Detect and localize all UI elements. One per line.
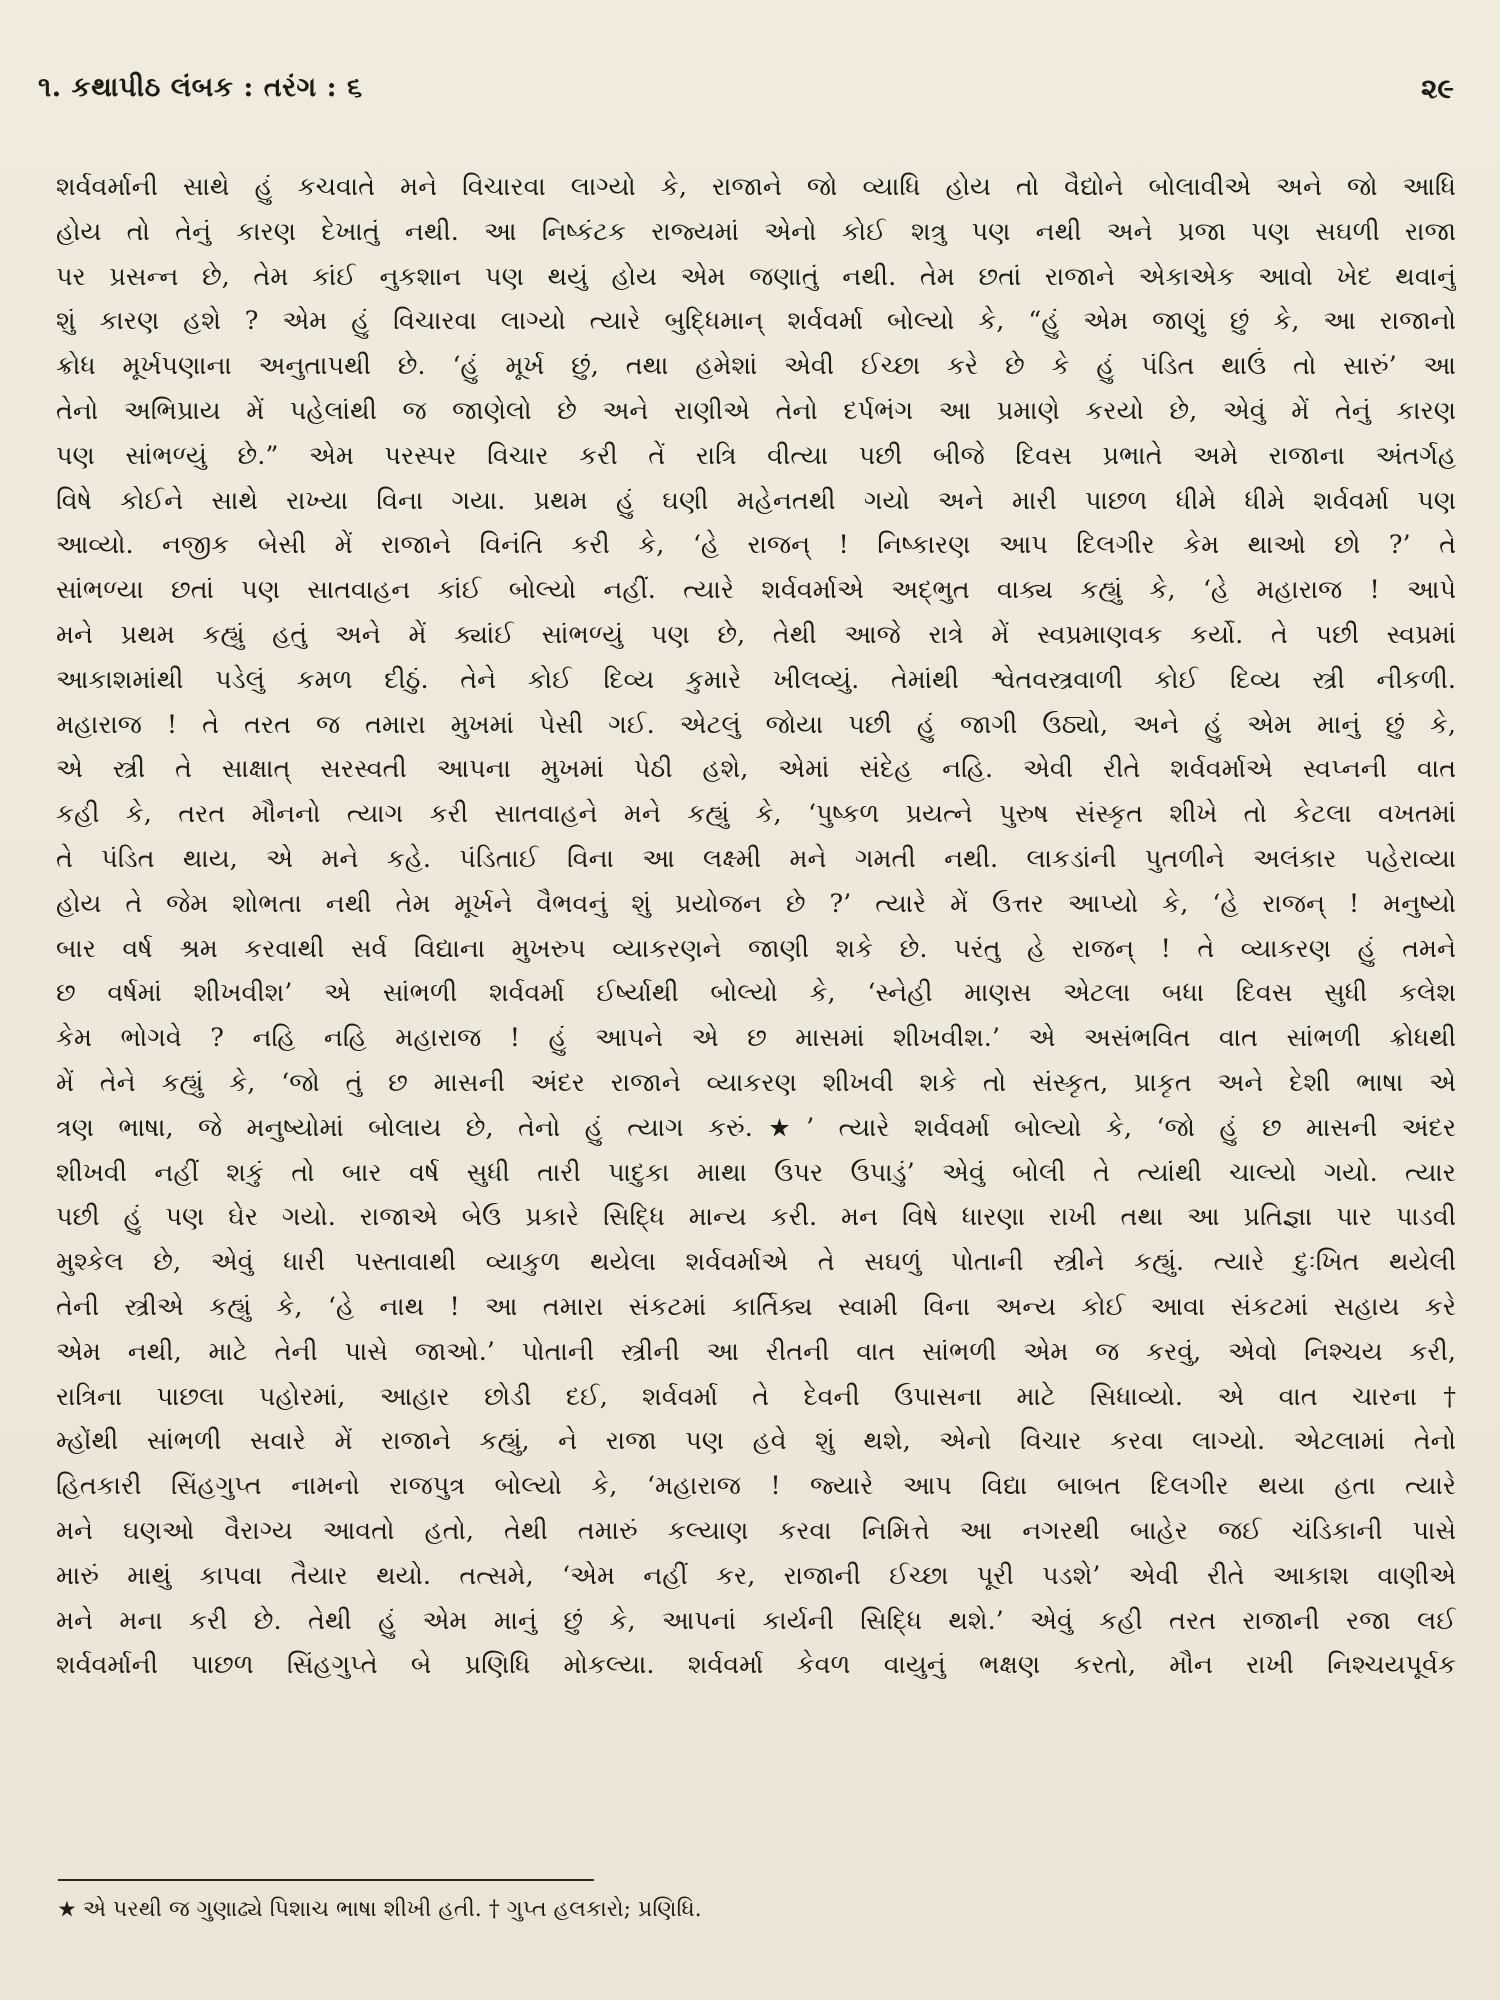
text-line: ત્રણ ભાષા, જે મનુષ્યોમાં બોલાય છે, તેનો હું ત્યાગ કરું.★’ ત્યારે શર્વવર્મા બોલ્યો કે, ‘જો હું છ માસની અંદર [56, 1112, 1456, 1143]
text-line: મુશ્કેલ છે, એવું ધારી પસ્તાવાથી વ્યાકુળ થયેલા શર્વવર્માએ તે સઘળું પોતાની સ્ત્રીને કહ્યું. ત્યારે દુઃખિત થયેલી [56, 1247, 1456, 1278]
page-number: ૨૯ [1420, 72, 1454, 105]
text-line: મને પ્રથમ કહ્યું હતું અને મેં ક્યાંઈ સાંભળ્યું પણ છે, તેથી આજે રાત્રે મેં સ્વપ્રમાણવક કર્યો. તે પછી સ્વપ્રમાં [56, 619, 1456, 650]
text-line: મેં તેને કહ્યું કે, ‘જો તું છ માસની અંદર રાજાને વ્યાકરણ શીખવી શકે તો સંસ્કૃત, પ્રાકૃત અને દેશી ભાષા એ [56, 1067, 1456, 1098]
text-line: આવ્યો. નજીક બેસી મેં રાજાને વિનંતિ કરી કે, ‘હે રાજન્ ! નિષ્કારણ આપ દિલગીર કેમ થાઓ છો ?’ તે [56, 530, 1456, 561]
text-line: પર પ્રસન્ન છે, તેમ કાંઈ નુકશાન પણ થયું હોય એમ જણાતું નથી. તેમ છતાં રાજાને એકાએક આવો ખેદ થવાનું [56, 261, 1456, 292]
text-line: બાર વર્ષ શ્રમ કરવાથી સર્વ વિદ્યાના મુખરુપ વ્યાકરણને જાણી શકે છે. પરંતુ હે રાજન્ ! તે વ્યાકરણ હું તમને [56, 933, 1456, 964]
text-line: પછી હું પણ ઘેર ગયો. રાજાએ બેઉ પ્રકારે સિદ્ધિ માન્ય કરી. મન વિષે ધારણા રાખી તથા આ પ્રતિજ્ઞા પાર પાડવી [56, 1202, 1456, 1233]
text-line: શીખવી નહીં શકું તો બાર વર્ષ સુધી તારી પાદુકા માથા ઉપર ઉપાડું’ એવું બોલી તે ત્યાંથી ચાલ્યો ગયો. ત્યાર [56, 1157, 1456, 1188]
running-header-title: ૧. કથાપીઠ લંબક : તરંગ : ૬ [38, 72, 363, 103]
text-line: મ્હોંથી સાંભળી સવારે મેં રાજાને કહ્યું, ને રાજા પણ હવે શું થશે, એનો વિચાર કરવા લાગ્યો. એટલામાં તેનો [56, 1426, 1456, 1457]
text-line: તે પંડિત થાય, એ મને કહે. પંડિતાઈ વિના આ લક્ષ્મી મને ગમતી નથી. લાકડાંની પુતળીને અલંકાર પહેરાવ્યા [56, 843, 1456, 874]
page-header [38, 72, 1454, 122]
body-text [56, 165, 1456, 1688]
text-line: વિષે કોઈને સાથે રાખ્યા વિના ગયા. પ્રથમ હું ઘણી મહેનતથી ગયો અને મારી પાછળ ધીમે ધીમે શર્વવર્મા પણ [56, 485, 1456, 516]
text-line: એમ નથી, માટે તેની પાસે જાઓ.’ પોતાની સ્ત્રીની આ રીતની વાત સાંભળી એમ જ કરવું, એવો નિશ્ચય કરી, [56, 1336, 1456, 1367]
text-line: મને ઘણઓ વૈરાગ્ય આવતો હતો, તેથી તમારું કલ્યાણ કરવા નિમિત્તે આ નગરથી બાહેર જઈ ચંડિકાની પાસે [56, 1515, 1456, 1546]
footnote-divider [58, 1879, 594, 1881]
text-line: શર્વવર્માની પાછળ સિંહગુપ્તે બે પ્રણિધિ મોકલ્યા. શર્વવર્મા કેવળ વાયુનું ભક્ષણ કરતો, મૌન રાખી નિશ્ચયપૂર્વક [56, 1650, 1456, 1681]
text-line: સાંભળ્યા છતાં પણ સાતવાહન કાંઈ બોલ્યો નહીં. ત્યારે શર્વવર્માએ અદ્‌ભુત વાક્ય કહ્યું કે, ‘હે મહારાજ ! આપે [56, 575, 1456, 606]
text-line: હિતકારી સિંહગુપ્ત નામનો રાજપુત્ર બોલ્યો કે, ‘મહારાજ ! જ્યારે આપ વિદ્યા બાબત દિલગીર થયા હતા ત્યારે [56, 1471, 1456, 1502]
text-line: કેમ ભોગવે ? નહિ નહિ મહારાજ ! હું આપને એ છ માસમાં શીખવીશ.’ એ અસંભવિત વાત સાંભળી ક્રોધથી [56, 1023, 1456, 1054]
footnote: ★ એ પરથી જ ગુણાઢ્યે પિશાચ ભાષા શીખી હતી. † ગુપ્ત હલકારો; પ્રણિધિ. [58, 1897, 702, 1922]
text-line: તેની સ્ત્રીએ કહ્યું કે, ‘હે નાથ ! આ તમારા સંકટમાં કાર્તિક્ય સ્વામી વિના અન્ય કોઈ આવા સંકટમાં સહાય કરે [56, 1291, 1456, 1322]
text-line: મહારાજ ! તે તરત જ તમારા મુખમાં પેસી ગઈ. એટલું જોયા પછી હું જાગી ઉઠ્યો, અને હું એમ માનું છું કે, [56, 709, 1456, 740]
text-line: તેનો અભિપ્રાય મેં પહેલાંથી જ જાણેલો છે અને રાણીએ તેનો દર્પભંગ આ પ્રમાણે કરયો છે, એવું મેં તેનું કારણ [56, 395, 1456, 426]
text-line: મારું માથું કાપવા તૈયાર થયો. તત્સમે, ‘એમ નહીં કર, રાજાની ઈચ્છા પૂરી પડશે’ એવી રીતે આકાશ વાણીએ [56, 1560, 1456, 1591]
text-line: હોય તે જેમ શોભતા નથી તેમ મૂર્ખને વૈભવનું શું પ્રયોજન છે ?’ ત્યારે મેં ઉત્તર આપ્યો કે, ‘હે રાજન્ ! મનુષ્યો [56, 888, 1456, 919]
text-line: આકાશમાંથી પડેલું કમળ દીઠું. તેને કોઈ દિવ્ય કુમારે ખીલવ્યું. તેમાંથી શ્વેતવસ્ત્રવાળી કોઈ દિવ્ય સ્ત્રી નીકળી. [56, 664, 1456, 695]
text-line: પણ સાંભળ્યું છે.” એમ પરસ્પર વિચાર કરી તેં રાત્રિ વીત્યા પછી બીજે દિવસ પ્રભાતે અમે રાજાના અંતર્ગહ [56, 440, 1456, 471]
text-line: એ સ્ત્રી તે સાક્ષાત્ સરસ્વતી આપના મુખમાં પેઠી હશે, એમાં સંદેહ નહિ. એવી રીતે શર્વવર્માએ સ્વપ્નની વાત [56, 754, 1456, 785]
text-line: ક્રોધ મૂર્ખપણાના અનુતાપથી છે. ‘હું મૂર્ખ છું, તથા હમેશાં એવી ઈચ્છા કરે છે કે હું પંડિત થાઉં તો સારું’ આ [56, 351, 1456, 382]
text-line: કહી કે, તરત મૌનનો ત્યાગ કરી સાતવાહને મને કહ્યું કે, ‘પુષ્કળ પ્રયત્ને પુરુષ સંસ્કૃત શીખે તો કેટલા વખતમાં [56, 799, 1456, 830]
text-line: શું કારણ હશે ? એમ હું વિચારવા લાગ્યો ત્યારે બુદ્ધિમાન્ શર્વવર્મા બોલ્યો કે, “હું એમ જાણું છું કે, આ રાજાનો [56, 306, 1456, 337]
text-line: શર્વવર્માની સાથે હું કચવાતે મને વિચારવા લાગ્યો કે, રાજાને જો વ્યાધિ હોય તો વૈદ્યોને બોલાવીએ અને જો આધિ [56, 172, 1456, 202]
text-line: રાત્રિના પાછલા પહોરમાં, આહાર છોડી દઈ, શર્વવર્મા તે દેવની ઉપાસના માટે સિધાવ્યો. એ વાત ચારના† [56, 1381, 1456, 1412]
text-line: છ વર્ષમાં શીખવીશ’ એ સાંભળી શર્વવર્મા ઈર્ષ્યાથી બોલ્યો કે, ‘સ્નેહી માણસ એટલા બધા દિવસ સુધી કલેશ [56, 978, 1456, 1009]
text-line: મને મના કરી છે. તેથી હું એમ માનું છું કે, આપનાં કાર્યની સિદ્ધિ થશે.’ એવું કહી તરત રાજાની રજા લઈ [56, 1605, 1456, 1636]
text-line: હોય તો તેનું કારણ દેખાતું નથી. આ નિષ્કંટક રાજ્યમાં એનો કોઈ શત્રુ પણ નથી અને પ્રજા પણ સઘળી રાજા [56, 216, 1456, 247]
